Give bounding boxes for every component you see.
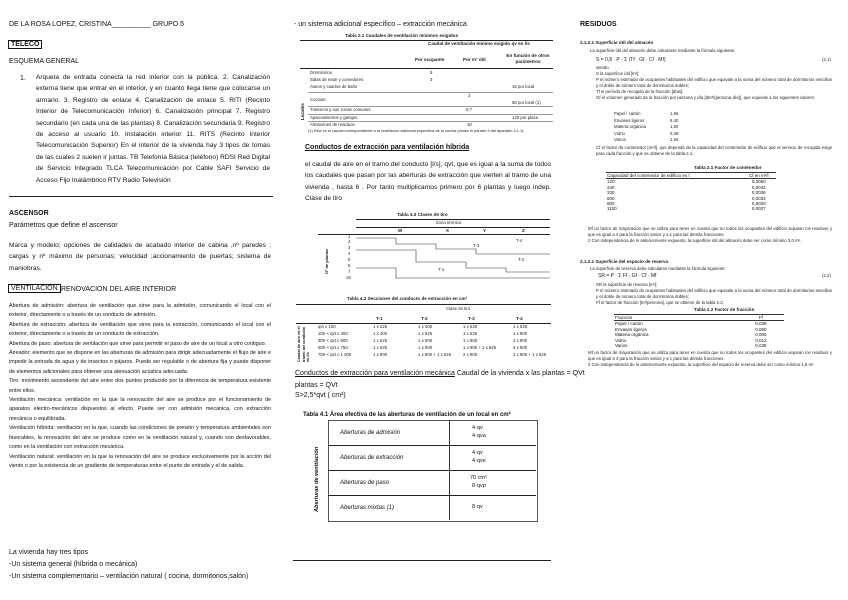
definition-item: SR la superficie de reserva [m²]; (596, 282, 658, 287)
table-cell: 4·qve (472, 458, 486, 464)
zone-label: Z (522, 228, 525, 233)
table-cell: 0,060 (755, 326, 767, 332)
table-col-header: Por ocupante (415, 57, 445, 62)
table-row (614, 343, 784, 348)
table-factor-contenedor (606, 172, 776, 212)
floor-label: 4 (348, 251, 351, 256)
table-row-label: Aberturas mixtas (1) (340, 505, 395, 511)
table-cell: 0,7 (466, 107, 472, 112)
mecanica-line: Conductos de extracción para ventilación mecánica Caudal de la vivienda x las plantas = QVt (295, 370, 585, 377)
generation-value: 1,50 (670, 124, 679, 129)
table-col-header: En función de otros parámetros (506, 53, 550, 64)
generation-value: 8,40 (670, 117, 679, 123)
table-cell: Salas de estar y comedores (310, 77, 364, 82)
floor-label: 6 (348, 263, 351, 268)
student-header: DE LA ROSA LOPEZ, CRISTINA__________ GRUPO 5 (9, 21, 185, 28)
definition-list (588, 350, 832, 368)
vivienda-type-item: -Un sistema general (híbrida o mecánica) (9, 561, 138, 568)
table-col-header: T-4 (516, 316, 523, 321)
table-row-label: Aberturas de admisión (340, 430, 401, 436)
table-side-label: Aberturas de ventilación (314, 446, 320, 512)
hibrida-description: el caudal de aire en el tramo del conducto [l/s], qvt, que es igual a la suma de todos los caudales que pasan por las aberturas de extracción que vierten al tramo de una vivienda , hasta 6 . Por tanto multiplicamos primero por 6 plantas y luego indep. Clase de tiro (305, 161, 551, 203)
table-cell: 10 (467, 122, 472, 127)
definition-item: P el número estimado de ocupantes habituales del edificio que equivale a la suma del número total de dormitorios sencillos y el doble de número total de dormitorios dobles; (596, 288, 832, 299)
table-cell: 120 por plaza (512, 115, 539, 120)
vivienda-type-item: -Un sistema complementario – ventilación natural ( cocina, dormitorios,salón) (9, 573, 249, 580)
table-side-label: Caudal de aire en el tramo del conducto en l/s (297, 326, 310, 362)
table-cell: 600 (607, 195, 615, 201)
table-cell: 1 x 625 (513, 324, 528, 329)
section-title-ascensor: ASCENSOR (9, 210, 49, 217)
table-cell: 1 x 900 (463, 338, 478, 343)
residuos-text: La superficie útil del almacén debe calcularse mediante la fórmula siguiente: (590, 48, 736, 53)
floor-label: 3 (348, 245, 351, 250)
table-cell: 0,0030 (751, 201, 766, 207)
tiro-class: T-3 (473, 243, 480, 248)
table-cell: 1 x 900 (418, 345, 433, 350)
section-title-residuos: RESIDUOS (580, 21, 617, 28)
table-col-header: T-2 (421, 316, 428, 321)
table-cell: 3 x 900 (513, 345, 528, 350)
definition-list (596, 282, 832, 306)
definition-list (588, 226, 832, 244)
residuos-text: siendo (596, 65, 609, 70)
table-cell: Papel / cartón (615, 321, 643, 327)
table-area-title: Tabla 4.1 Área efectiva de las aberturas de ventilación de un local en cm² (303, 412, 511, 418)
table-cell: Aparcamientos y garajes (310, 115, 358, 120)
extraction-system-line: - un sistema adicional específico – extracción mecánica (294, 21, 467, 28)
divider (293, 560, 551, 561)
generation-value: 1,50 (670, 137, 679, 142)
floor-label: 2 (348, 239, 351, 244)
table-tiro-title: Tabla 4.3 Clases de tiro (397, 212, 448, 217)
table-cell: 300 < qvt ≤ 500 (318, 338, 348, 343)
table-cell: 1 x 400 (418, 324, 433, 329)
tiro-class: T-2 (518, 257, 525, 262)
tiro-class: T-4 (516, 238, 523, 243)
contenedor-table (606, 172, 776, 212)
table-cell: qvt ≤ 100 (318, 324, 336, 329)
section-title-hibrida: Conductos de extracción para ventilación híbrida (305, 144, 470, 151)
table-fraccion-title: Tabla 2.2 Factor de fracción (694, 307, 755, 312)
table-factor-fraccion (614, 314, 784, 348)
fraccion-rows (614, 321, 784, 349)
ascensor-description: Marca y modelo; opciones de calidades de acabado interior de cabina ,nº paredes ; cargas y nº máximo de personas; velocidad ;accionamiento de puertas; sistema de maniobras. (9, 242, 271, 272)
floor-label: 1 (348, 234, 351, 239)
table-cell: 0,038 (755, 343, 767, 349)
definition-item: Mf un factor de mayoración que se utiliza para tener en cuenta que no todos los ocupantes del edificio separan los residuos y que es igual a 4 para la fracción varios y a 1 para las demás fracciones. (588, 350, 832, 361)
table-rule (328, 445, 536, 446)
generation-value: 1,55 (670, 111, 679, 116)
section-title-teleco: TELECO (8, 40, 42, 50)
table-header: Zona térmica (436, 220, 462, 225)
table-cell: 0,005 (755, 332, 767, 338)
table-cell: Almacenes de residuos (310, 122, 355, 127)
definition-item: Tf el período de recogida de la fracción [días]; (596, 89, 684, 94)
table-cell: 3 x 900 + 1 x 625 (513, 352, 547, 357)
generation-label: Vidrio (614, 130, 625, 136)
table-cell: 1 x 625 (463, 331, 478, 336)
generation-label: Materia orgánica (614, 124, 647, 129)
subsection-title: 2.1.2.1 Superficie útil del almacén (580, 40, 654, 45)
table-cell: 1 x 625 (373, 338, 388, 343)
table-footnote: (1) Este es el caudal correspondiente a la ventilación adicional específica de la cocina (véase el párrafo 3 del apartado 3.1.1). (308, 128, 525, 133)
zone-label: Y (483, 228, 487, 233)
definition-paragraph: Ventilación natural: ventilación en la que la renovación del aire se produce exclusivamente por la acción del viento o por la existencia de un gradiente de temperaturas entre el punto de entrada y el de salida. (9, 453, 271, 469)
generation-label: Envases ligeros (614, 117, 645, 123)
table-cell: Materia orgánica (615, 332, 649, 338)
table-cell: 0,039 (755, 321, 767, 327)
definition-item: Ff el factor de fracción [m²/persona], que se obtiene de la tabla 2.2; (596, 300, 724, 305)
floor-label: ≥8 (346, 275, 351, 280)
table-rule (328, 470, 536, 471)
table-cell: 1 x 900 + 1 x 625 (418, 352, 452, 357)
teleco-item-number: 1. (20, 75, 26, 82)
table-secciones-title: Tabla 4.2 Secciones del conducto de extracción en cm² (347, 296, 468, 301)
definition-paragraph: Aireador: elemento que se dispone en las aberturas de admisión para dirigir adecuadamente el flujo de aire e impedir la entrada de agua y de insectos o pájaros. Puede ser regulable o de abertura fija y puede disponer de elementos adicionales para obtener una atenuación acústica adecuada. (9, 350, 271, 375)
table-col-header: Por m² útil (463, 57, 486, 62)
table-row-label: Aberturas de paso (340, 480, 390, 486)
table-cell: 500 < qvt ≤ 750 (318, 345, 348, 350)
table-header: Caudal de ventilación mínimo exigido qv en l/s (428, 41, 530, 46)
table-rule (296, 304, 551, 305)
table-row (606, 206, 776, 211)
formula-ref: (2.1) (822, 57, 831, 62)
tiro-class: T-1 (438, 267, 445, 272)
table-cell: Varios (615, 343, 628, 349)
table-col-header: T-3 (468, 316, 475, 321)
zone-label: W (398, 228, 403, 233)
table-cell: Trasteros y sus zonas comunes (310, 107, 371, 112)
table-cell: 70 cm² (470, 475, 487, 481)
table-rule (328, 495, 536, 496)
table-cell: Vidrio (615, 337, 627, 343)
table-cell: 2 (468, 93, 471, 98)
table-cell: 1 x 625 (418, 331, 433, 336)
definition-paragraph: Abertura de extracción: abertura de ventilación que sirve para la extracción, comunicando el local con el exterior, directamente o a través de un conducto de extracción. (9, 321, 271, 338)
table-cell: 100 < qvt ≤ 300 (318, 331, 348, 336)
definition-paragraph: Abertura de paso: abertura de ventilación que sirve para permitir el paso de aire de un local a otro contiguo. (9, 340, 267, 347)
formula: SR = P · Σ Ff · Gf · Cf · Mf (598, 273, 657, 279)
formula: S = 0,8 · P · Σ (Tf · Gf · Cf · Mf) (596, 57, 666, 63)
floor-label: 7 (348, 269, 351, 274)
definition-paragraph: Abertura de admisión: abertura de ventilación que sirve para la admisión, comunicando el local con el exterior, directamente o a través de un conducto de admisión. (9, 303, 271, 319)
table-cell: 2 x 900 (513, 338, 528, 343)
definition-paragraph: Ventilación híbrida: ventilación en la que, cuando las condiciones de presión y temperatura ambientales son favorables, la renovación del aire se produce como en la ventilación natural y, cuando son desfavorables, como en la ventilación con extracción mecánica. (9, 425, 271, 451)
residuos-text: La superficie de reserva debe calcularse mediante la fórmula siguiente: (590, 266, 726, 271)
mecanica-continuation: plantas = QVt (295, 382, 338, 389)
table-cell: 2 x 900 (463, 352, 478, 357)
table-cell: 5 (430, 70, 433, 75)
table-cell: 15 por local (512, 84, 535, 89)
table-cell: 1 x 900 (418, 338, 433, 343)
definition-item: 2 Con independencia de lo anteriormente expuesto, la superficie del espacio de reserva debe ser como mínimo 1,5 m². (588, 362, 815, 367)
table-rule (308, 92, 553, 93)
generation-label: Papel / cartón (614, 111, 641, 116)
table-caudales-title: Tabla 2.1 Caudales de ventilación mínimos exigidos (345, 33, 459, 38)
definition-item: 2 Con independencia de lo anteriormente expuesto, la superficie útil del almacén debe ser como mínimo 3,0 m². (588, 238, 802, 243)
table-cell: 8·qv (472, 504, 483, 510)
formula-ref: (2.2) (822, 273, 831, 278)
table-cell: 4·qv (472, 425, 483, 431)
table-rule (356, 227, 550, 228)
table-cell: Dormitorios (310, 70, 332, 75)
table-cell: 1 x 625 (373, 345, 388, 350)
table-row-label: Aberturas de extracción (340, 455, 404, 461)
subsection-title: 2.1.2.2 Superficie del espacio de reserva (580, 259, 669, 264)
contenedor-rows (606, 179, 776, 212)
table-cell: 1 x 625 (463, 324, 478, 329)
definition-item: Cf el factor de contenedor [m²/l], que depende de la capacidad del contenedor de edificio que el servicio de recogida exige para cada fracción y que se obtiene de la tabla 2.1. (596, 145, 832, 156)
table-cell: 240 (607, 184, 615, 190)
table-rule (300, 68, 553, 69)
table-tiro (318, 219, 550, 279)
table-cell: 50 por local (1) (512, 100, 541, 105)
table-contenedor-title: Tabla 2.1 Factor de contenedor (694, 165, 762, 170)
fraccion-table (614, 314, 784, 348)
table-cell: 1 x 900 + 1 x 625 (463, 345, 497, 350)
table-col-header: Ff (758, 315, 763, 320)
esquema-general-heading: ESQUEMA GENERAL (9, 58, 80, 65)
table-side-label: Nº de plantas (324, 248, 329, 274)
table-cell: Envases ligeros (615, 326, 647, 332)
table-cell: 0,0027 (751, 206, 766, 212)
definition-paragraph: Tiro: movimiento ascendente del aire entre dos puntos producido por la diferencia de temperatura existente entre ellos. (9, 378, 271, 394)
generation-value: 0,48 (670, 130, 679, 136)
table-header: Clase de tiro (446, 306, 471, 311)
ventilacion-subtitle: RENOVACION DEL AIRE INTERIOR (61, 286, 177, 293)
table-cell: 1100 (607, 206, 617, 212)
table-cell: 1 x 900 (373, 352, 388, 357)
table-cell: 0,0042 (751, 184, 766, 190)
ascensor-subtitle: Parámetros que define el ascensor (9, 222, 118, 229)
table-cell: 1 x 400 (373, 331, 388, 336)
definition-list (596, 71, 832, 101)
table-side-label: Locales (300, 103, 305, 120)
table-area-efectiva (306, 420, 536, 520)
table-cell: 8·qvp (472, 483, 486, 489)
table-col-header: Cf en m²/l (749, 173, 769, 178)
table-cell: 4·qv (472, 450, 483, 456)
section-formula: S>2,5*qvt ( cm²) (295, 392, 346, 399)
teleco-description: Arqueta de entrada conecta la red interior con la pública. 2. Canalización externa tiene que entrar en el interior, y en cuanto llega tiene que colocarse un armario. 3. Registro de enlace 4. Canalización de enlace 5. RITI (Recinto Interior de Telecomunicación Inferior) 6. Canalización principal 7. Registro secundario (en cada una de las plantas) 8. Canalización secundaria 9. Registro de acceso al usuario 10. Instalación interior 11. RITS (Recinto Interior Telecomunicación Superior) En el interior de la vivienda hay 3 tipos de tomas de las cuales 2 suelen ir juntas. TB Telefonía Básica (teléfono) RDSI Red Digital de Servicio Integrado TLCA Telecomunicación por Cable SAFI Servicio de Acceso Fijo Inalámbrico RTV Radio Televisión (36, 74, 270, 184)
table-col-header: T-1 (376, 316, 383, 321)
table-cell: Aseos y cuartos de baño (310, 84, 358, 89)
table-cell: 3 (430, 77, 433, 82)
table-cell: 0,0036 (751, 190, 766, 196)
section-title-ventilacion: VENTILACION (8, 284, 61, 294)
definition-item: Mf un factor de mayoración que se utiliza para tener en cuenta que no todos los ocupantes del edificio separan los residuos y que es igual a 4 para la fracción varios y a 1 para las demás fracciones. (588, 226, 832, 237)
vivienda-types-title: La vivienda hay tres tipos (9, 549, 88, 556)
table-cell: 330 (607, 190, 615, 196)
table-cell: 0,012 (755, 337, 767, 343)
definition-item: Gf el volumen generado de la fracción por persona y día [dm³/(persona·día)], que equivale a los siguientes valores: (596, 95, 816, 100)
definition-item: S la superficie útil [m²]; (596, 71, 640, 76)
table-cell: 120 (607, 179, 615, 185)
definition-paragraph: Ventilación mecánica: ventilación en la que la renovación del aire se produce por el funcionamiento de aparatos electro-mecánicos dispuestos al efecto. Puede ser con admisión mecánica, con extracción mecánica o equilibrada. (9, 397, 271, 422)
table-col-header: Fracción (615, 315, 633, 320)
divider (9, 196, 273, 197)
table-cell: 1 x 900 (513, 331, 528, 336)
ventilacion-definitions (9, 302, 271, 471)
table-cell: Cocinas (310, 97, 326, 102)
generation-label: Varios (614, 137, 626, 142)
table-cell: 0,0033 (751, 195, 766, 201)
table-cell: 4·qva (472, 433, 486, 439)
table-cell: 1 x 225 (373, 324, 388, 329)
zone-label: X (446, 228, 450, 233)
definition-item: P el número estimado de ocupantes habituales del edificio que equivale a la suma del número total de dormitorios sencillos y el doble de número total de dormitorios dobles; (596, 77, 832, 88)
table-cell: 800 (607, 201, 615, 207)
table-cell: 0,0050 (751, 179, 766, 185)
floor-label: 5 (348, 257, 351, 262)
table-cell: 750 < qvt ≤ 1 000 (318, 352, 352, 357)
table-col-header: Capacidad del contenedor de edificio en l (607, 173, 690, 178)
